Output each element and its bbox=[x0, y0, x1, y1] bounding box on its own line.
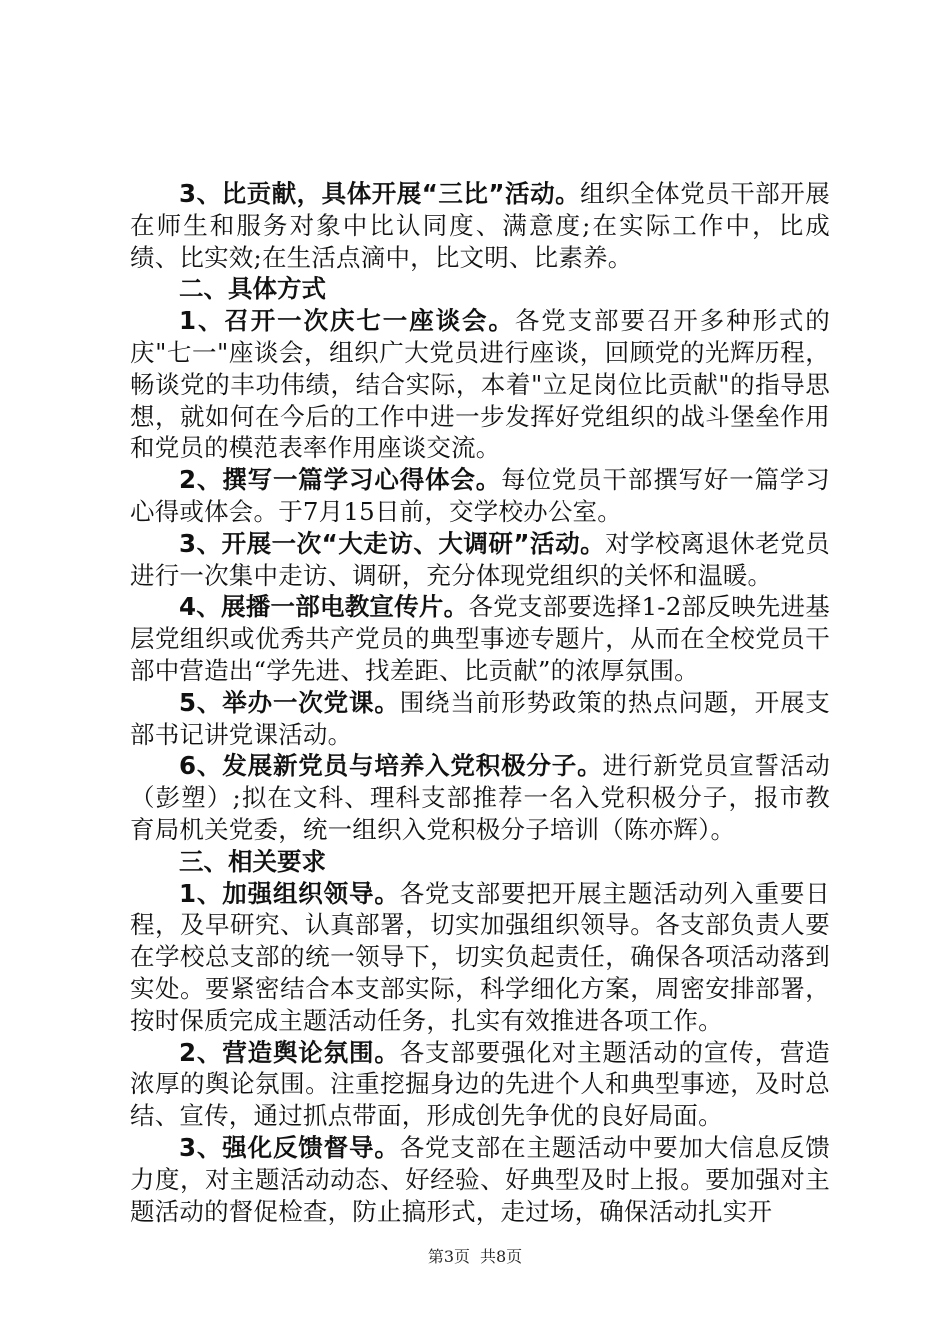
paragraph-symposium bbox=[130, 305, 830, 464]
paragraph-lead: 2、营造舆论氛围。 bbox=[179, 1037, 400, 1067]
section-heading-requirements: 三、相关要求 bbox=[179, 846, 326, 876]
page-total: 共8页 bbox=[480, 1247, 523, 1266]
paragraph-lead: 6、发展新党员与培养入党积极分子。 bbox=[179, 751, 603, 781]
paragraph-lead: 3、强化反馈督导。 bbox=[179, 1132, 400, 1162]
paragraph-text: 对学校离退休老党员进行一次集中走访、调研，充分体现党组织的关怀和温暖。 bbox=[130, 528, 830, 590]
paragraph-leadership bbox=[130, 878, 830, 1037]
paragraph-text: 各支部要强化对主题活动的宣传，营造浓厚的舆论氛围。注重挖掘身边的先进个人和典型事迹，及时总结、宣传，通过抓点带面，形成创先争优的良好局面。 bbox=[130, 1037, 830, 1131]
paragraph-feedback bbox=[130, 1132, 830, 1227]
paragraph-text: 各党支部在主题活动中要加大信息反馈力度，对主题活动动态、好经验、好典型及时上报。要加强对主题活动的督促检查，防止搞形式，走过场，确保活动扎实开 bbox=[130, 1132, 830, 1226]
paragraph-text: 进行新党员宣誓活动（彭塑）;拟在文科、理科支部推荐一名入党积极分子，报市教育局机关党委，统一组织入党积极分子培训（陈亦辉）。 bbox=[130, 751, 830, 844]
paragraph-text: 组织全体党员干部开展在师生和服务对象中比认同度、满意度;在实际工作中，比成绩、比实效;在生活点滴中，比文明、比素养。 bbox=[130, 179, 830, 272]
paragraph-visits bbox=[130, 528, 830, 592]
paragraph-party-class bbox=[130, 687, 830, 751]
paragraph-film bbox=[130, 591, 830, 686]
page-footer bbox=[0, 1244, 950, 1267]
paragraph-text: 各党支部要召开多种形式的庆"七一"座谈会，组织广大党员进行座谈，回顾党的光辉历程，畅谈党的丰功伟绩，结合实际，本着"立足岗位比贡献"的指导思想，就如何在今后的工作中进一步发挥好党组织的战斗堡垒作用和党员的模范表率作用座谈交流。 bbox=[130, 306, 830, 463]
paragraph-lead: 4、展播一部电教宣传片。 bbox=[179, 592, 469, 622]
page-number: 第3页 bbox=[427, 1247, 470, 1266]
paragraph-lead: 2、撰写一篇学习心得体会。 bbox=[179, 465, 502, 495]
paragraph-lead: 3、开展一次“大走访、大调研”活动。 bbox=[179, 528, 606, 558]
section-heading-methods: 二、具体方式 bbox=[179, 274, 326, 304]
paragraph-new-members bbox=[130, 750, 830, 845]
paragraph-lead: 3、比贡献，具体开展“三比”活动。 bbox=[179, 179, 581, 208]
paragraph-publicity bbox=[130, 1037, 830, 1132]
document-body bbox=[130, 178, 830, 1227]
paragraph-lead: 1、加强组织领导。 bbox=[179, 878, 400, 908]
paragraph-lead: 5、举办一次党课。 bbox=[179, 687, 400, 717]
paragraph-study-notes bbox=[130, 464, 830, 528]
paragraph-sanbi bbox=[130, 178, 830, 273]
paragraph-text: 各党支部要把开展主题活动列入重要日程，及早研究、认真部署，切实加强组织领导。各支部负责人要在学校总支部的统一领导下，切实负起责任，确保各项活动落到实处。要紧密结合本支部实际，科学细化方案，周密安排部署，按时保质完成主题活动任务，扎实有效推进各项工作。 bbox=[130, 878, 830, 1035]
paragraph-lead: 1、召开一次庆七一座谈会。 bbox=[179, 306, 515, 336]
paragraph-text: 每位党员干部撰写好一篇学习心得或体会。于7月15日前，交学校办公室。 bbox=[130, 465, 830, 526]
paragraph-text: 围绕当前形势政策的热点问题，开展支部书记讲党课活动。 bbox=[130, 687, 830, 749]
paragraph-text: 各党支部要选择1-2部反映先进基层党组织或优秀共产党员的典型事迹专题片，从而在全校党员干部中营造出“学先进、找差距、比贡献”的浓厚氛围。 bbox=[130, 592, 830, 685]
